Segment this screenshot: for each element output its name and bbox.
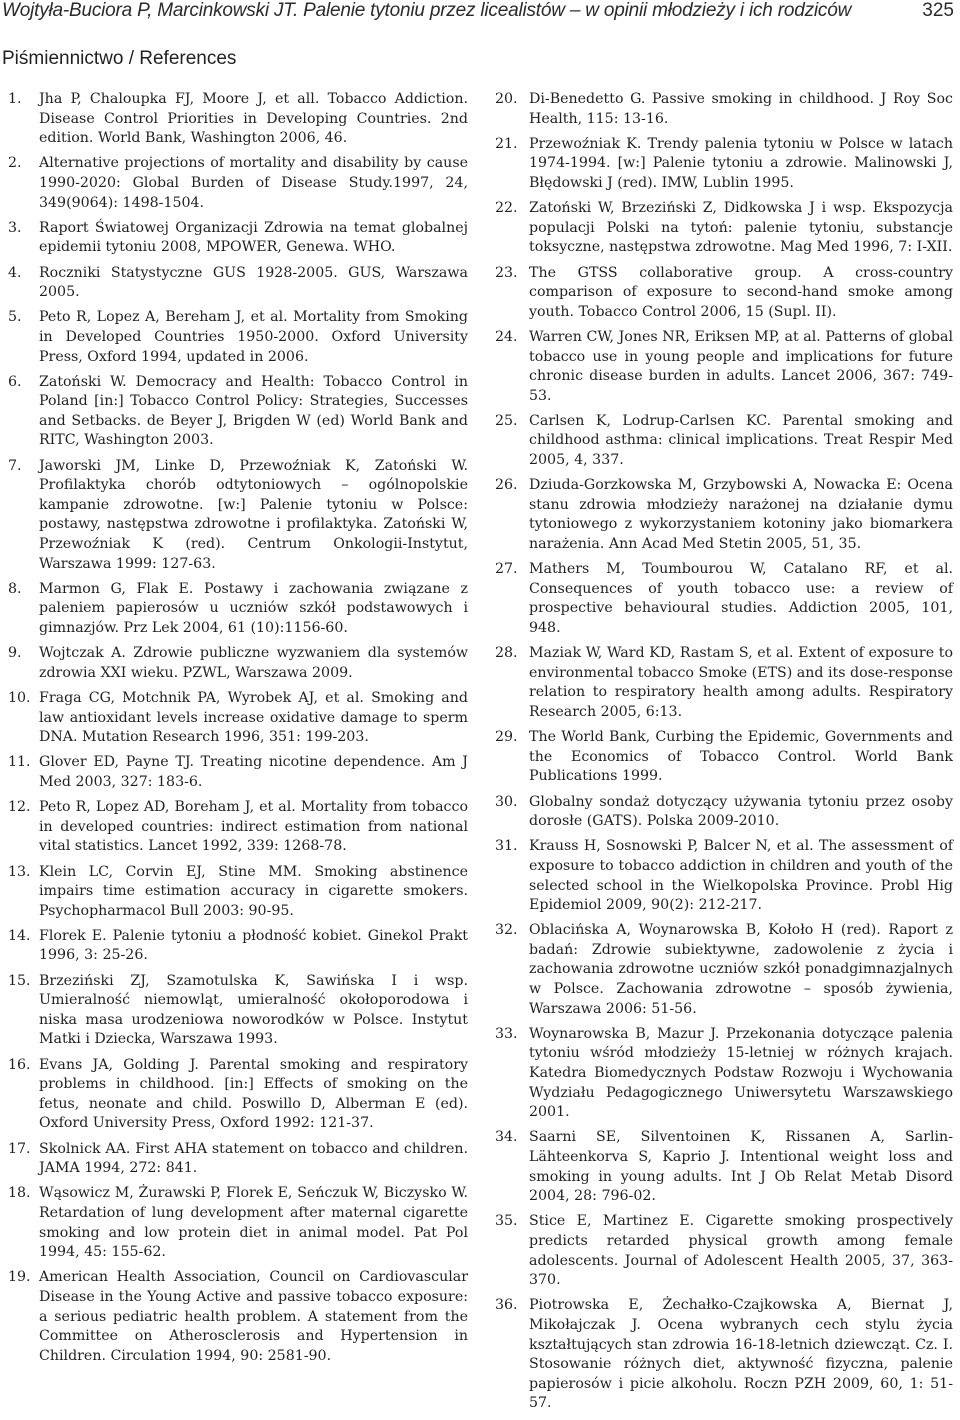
reference-item xyxy=(495,1212,953,1290)
reference-item xyxy=(495,793,953,832)
reference-number: 14. xyxy=(8,927,31,944)
reference-number: 30. xyxy=(495,793,518,810)
reference-number: 6. xyxy=(8,373,22,390)
reference-number: 19. xyxy=(8,1269,31,1286)
reference-number: 21. xyxy=(495,135,518,152)
reference-number: 27. xyxy=(495,561,518,578)
reference-number: 4. xyxy=(8,264,22,281)
reference-item xyxy=(8,798,468,857)
running-title: Wojtyła-Buciora P, Marcinkowski JT. Palenie tytoniu przez licealistów – w opinii młodzieży i ich rodziców xyxy=(2,0,852,21)
reference-number: 15. xyxy=(8,972,31,989)
reference-item xyxy=(495,644,953,722)
reference-text: Fraga CG, Motchnik PA, Wyrobek AJ, et al. Smoking and law antioxidant levels increase oxidative damage to sperm DNA. Mutation Research 1996, 351: 199-203. xyxy=(39,689,468,746)
reference-text: Zatoński W, Brzeziński Z, Didkowska J i wsp. Ekspozycja populacji Polski na tytoń: palenie tytoniu, substancje toksyczne, następstwa zdrowotne. Mag Med 1996, 7: I-XII. xyxy=(529,200,953,256)
reference-item xyxy=(495,264,953,323)
reference-number: 13. xyxy=(8,863,31,880)
references-column-left xyxy=(8,90,468,1372)
reference-text: Evans JA, Golding J. Parental smoking and respiratory problems in childhood. [in:] Effects of smoking on the fetus, neonate and child. Poswillo D, Alberman E (ed). Oxford University Press, Oxford 1992: 121-37. xyxy=(39,1056,468,1132)
reference-text: The World Bank, Curbing the Epidemic, Governments and the Economics of Tobacco Control. World Bank Publications 1999. xyxy=(529,729,953,785)
reference-number: 32. xyxy=(495,922,518,939)
reference-number: 29. xyxy=(495,729,518,746)
reference-item xyxy=(495,476,953,554)
reference-text: Jaworski JM, Linke D, Przewoźniak K, Zatoński W. Profilaktyka chorób odtytoniowych – ogólnopolskie kampanie zdrowotne. [w:] Palenie tytoniu w Polsce: postawy, następstwa zdrowotne i profilaktyka. Zatoński W, Przewoźniak K (red). Centrum Onkologii-Instytut, Warszawa 1999: 127-63. xyxy=(39,457,468,572)
reference-number: 23. xyxy=(495,264,518,281)
reference-item xyxy=(8,644,468,683)
reference-text: Brzeziński ZJ, Szamotulska K, Sawińska I i wsp. Umieralność niemowląt, umieralność okołoporodowa i niska masa urodzeniowa noworodków w Polsce. Instytut Matki i Dziecka, Warszawa 1993. xyxy=(39,972,468,1048)
reference-item xyxy=(495,90,953,129)
reference-item xyxy=(8,219,468,258)
reference-item xyxy=(8,927,468,966)
reference-number: 35. xyxy=(495,1213,518,1230)
reference-text: Krauss H, Sosnowski P, Balcer N, et al. The assessment of exposure to tobacco addiction in children and youth of the selected school in the Wielkopolska Province. Probl Hig Epidemiol 2009, 90(2): 212-217. xyxy=(529,838,953,914)
reference-item xyxy=(495,560,953,638)
reference-item xyxy=(8,1184,468,1262)
reference-item xyxy=(8,457,468,575)
reference-number: 17. xyxy=(8,1140,31,1157)
reference-item xyxy=(8,863,468,922)
reference-item xyxy=(8,972,468,1050)
references-column-right xyxy=(495,90,953,1420)
reference-text: Maziak W, Ward KD, Rastam S, et al. Extent of exposure to environmental tobacco Smoke (ETS) and its dose-response relation to respiratory health among adults. Respiratory Research 2005, 6:13. xyxy=(529,645,954,720)
reference-number: 3. xyxy=(8,219,22,236)
reference-number: 9. xyxy=(8,645,22,662)
reference-item xyxy=(8,308,468,367)
running-header xyxy=(0,0,960,26)
reference-number: 26. xyxy=(495,477,518,494)
reference-item xyxy=(495,1128,953,1206)
reference-text: Glover ED, Payne TJ. Treating nicotine dependence. Am J Med 2003, 327: 183-6. xyxy=(39,754,468,790)
reference-text: Wąsowicz M, Żurawski P, Florek E, Seńczuk W, Biczysko W. Retardation of lung development after maternal cigarette smoking and low protein diet in animal model. Pat Pol 1994, 45: 155-62. xyxy=(39,1185,468,1261)
reference-text: Stice E, Martinez E. Cigarette smoking prospectively predicts retarded physical growth among female adolescents. Journal of Adolescent Health 2005, 37, 363-370. xyxy=(529,1213,953,1289)
reference-item xyxy=(8,1140,468,1179)
reference-number: 5. xyxy=(8,309,22,326)
reference-item xyxy=(8,373,468,451)
reference-number: 25. xyxy=(495,412,518,429)
reference-number: 31. xyxy=(495,838,518,855)
reference-item xyxy=(8,580,468,639)
reference-number: 18. xyxy=(8,1185,31,1202)
reference-text: Jha P, Chaloupka FJ, Moore J, et all. Tobacco Addiction. Disease Control Priorities in Developing Countries. 2nd edition. World Bank, Washington 2006, 46. xyxy=(39,91,468,147)
reference-item xyxy=(495,1025,953,1123)
reference-item xyxy=(8,1268,468,1366)
reference-text: American Health Association, Council on Cardiovascular Disease in the Young Active and passive tobacco exposure: a serious pediatric health problem. A statement from the Committee on Atherosclerosis and Hypertension in Children. Circulation 1994, 90: 2581-90. xyxy=(39,1269,468,1364)
reference-number: 2. xyxy=(8,155,22,172)
reference-text: Carlsen K, Lodrup-Carlsen KC. Parental smoking and childhood asthma: clinical implications. Treat Respir Med 2005, 4, 337. xyxy=(529,412,953,469)
reference-text: Piotrowska E, Żechałko-Czajkowska A, Biernat J, Mikołajczak J. Ocena wybranych cech stylu życia kształtujących stan zdrowia 16-18-letnich dziewcząt. Cz. I. Stosowanie różnych diet, aktywność fizyczna, palenie papierosów i picie alkoholu. Roczn PZH 2009, 60, 1: 51-57. xyxy=(529,1297,953,1412)
reference-item xyxy=(8,154,468,213)
reference-text: Wojtczak A. Zdrowie publiczne wyzwaniem dla systemów zdrowia XXI wieku. PZWL, Warszawa 2009. xyxy=(39,645,468,681)
reference-text: Marmon G, Flak E. Postawy i zachowania związane z paleniem papierosów u uczniów szkół podstawowych i gimnazjów. Prz Lek 2004, 61 (10):1156-60. xyxy=(39,580,468,636)
reference-number: 12. xyxy=(8,799,31,816)
reference-text: Florek E. Palenie tytoniu a płodność kobiet. Ginekol Prakt 1996, 3: 25-26. xyxy=(39,927,468,964)
reference-item xyxy=(495,837,953,915)
reference-text: Zatoński W. Democracy and Health: Tobacco Control in Poland [in:] Tobacco Control Policy: Strategies, Successes and Setbacks. de Beyer J, Brigden W (ed) World Bank and RITC, Washington 2003. xyxy=(39,373,468,449)
reference-text: Di-Benedetto G. Passive smoking in childhood. J Roy Soc Health, 115: 13-16. xyxy=(529,91,953,127)
reference-number: 34. xyxy=(495,1129,518,1146)
reference-item xyxy=(495,412,953,471)
reference-number: 8. xyxy=(8,580,22,597)
reference-item xyxy=(8,90,468,149)
reference-text: Alternative projections of mortality and disability by cause 1990-2020: Global Burden of Disease Study.1997, 24, 349(9064): 1498-1504. xyxy=(39,155,468,211)
reference-item xyxy=(8,753,468,792)
reference-item xyxy=(495,199,953,258)
reference-text: Peto R, Lopez A, Bereham J, et al. Mortality from Smoking in Developed Countries 1950-2000. Oxford University Press, Oxford 1994, updated in 2006. xyxy=(39,309,468,365)
reference-number: 24. xyxy=(495,328,518,345)
reference-text: Warren CW, Jones NR, Eriksen MP, at al. Patterns of global tobacco use in young people and implications for future chronic disease burden in adults. Lancet 2006, 367: 749-53. xyxy=(529,328,953,404)
reference-text: The GTSS collaborative group. A cross-country comparison of exposure to second-hand smoke among youth. Tobacco Control 2006, 15 (Supl. II). xyxy=(529,264,953,320)
reference-number: 1. xyxy=(8,91,22,107)
reference-item xyxy=(495,1296,953,1414)
reference-item xyxy=(495,728,953,787)
reference-number: 10. xyxy=(8,689,31,706)
reference-text: Skolnick AA. First AHA statement on tobacco and children. JAMA 1994, 272: 841. xyxy=(39,1140,468,1177)
reference-number: 36. xyxy=(495,1297,518,1314)
reference-text: Klein LC, Corvin EJ, Stine MM. Smoking abstinence impairs time estimation accuracy in cigarette smokers. Psychopharmacol Bull 2003: 90-95. xyxy=(39,863,468,919)
reference-number: 11. xyxy=(8,754,31,771)
reference-number: 22. xyxy=(495,200,518,217)
reference-text: Przewoźniak K. Trendy palenia tytoniu w Polsce w latach 1974-1994. [w:] Palenie tytoniu a zdrowie. Malinowski J, Błędowski J (red). IMW, Lublin 1995. xyxy=(529,135,953,191)
reference-text: Saarni SE, Silventoinen K, Rissanen A, Sarlin-Lähteenkorva S, Kaprio J. Intentional weight loss and smoking in young adults. Int J Ob Relat Metab Disord 2004, 28: 796-02. xyxy=(529,1129,953,1205)
reference-item xyxy=(495,135,953,194)
reference-text: Dziuda-Gorzkowska M, Grzybowski A, Nowacka E: Ocena stanu zdrowia młodzieży narażonej na działanie dymu tytoniowego z wykorzystaniem kotoniny jako biomarkera narażenia. Ann Acad Med Stetin 2005, 51, 35. xyxy=(529,477,953,553)
reference-text: Globalny sondaż dotyczący używania tytoniu przez osoby dorosłe (GATS). Polska 2009-2010. xyxy=(529,793,953,830)
reference-text: Peto R, Lopez AD, Boreham J, et al. Mortality from tobacco in developed countries: indirect estimation from national vital statistics. Lancet 1992, 339: 1268-78. xyxy=(39,799,468,855)
reference-text: Roczniki Statystyczne GUS 1928-2005. GUS, Warszawa 2005. xyxy=(39,264,468,301)
reference-item xyxy=(8,689,468,748)
reference-number: 33. xyxy=(495,1025,518,1042)
reference-text: Oblacińska A, Woynarowska B, Kołoło H (red). Raport z badań: Zdrowie subiektywne, zadowolenie z życia i zachowania zdrowotne uczniów szkół ponadgimnazjalnych w Polsce. Zachowania zdrowotne – sposób żywienia, Warszawa 2006: 51-56. xyxy=(529,922,953,1017)
reference-item xyxy=(495,328,953,406)
reference-item xyxy=(8,264,468,303)
reference-item xyxy=(8,1056,468,1134)
reference-number: 20. xyxy=(495,91,518,107)
reference-text: Mathers M, Toumbourou W, Catalano RF, et al. Consequences of youth tobacco use: a review of prospective behavioural studies. Addiction 2005, 101, 948. xyxy=(529,561,953,636)
reference-number: 7. xyxy=(8,457,22,474)
reference-number: 28. xyxy=(495,645,518,662)
page-number: 325 xyxy=(922,0,954,21)
reference-number: 16. xyxy=(8,1056,31,1073)
reference-text: Woynarowska B, Mazur J. Przekonania dotyczące palenia tytoniu wśród młodzieży 15-letniej w różnych krajach. Katedra Biomedycznych Podstaw Rozwoju i Wychowania Wydziału Pedagogicznego Uniwersytetu Warszawskiego 2001. xyxy=(529,1025,953,1121)
reference-text: Raport Światowej Organizacji Zdrowia na temat globalnej epidemii tytoniu 2008, MPOWER, Genewa. WHO. xyxy=(39,219,468,256)
references-heading: Piśmiennictwo / References xyxy=(2,48,237,69)
reference-item xyxy=(495,921,953,1019)
